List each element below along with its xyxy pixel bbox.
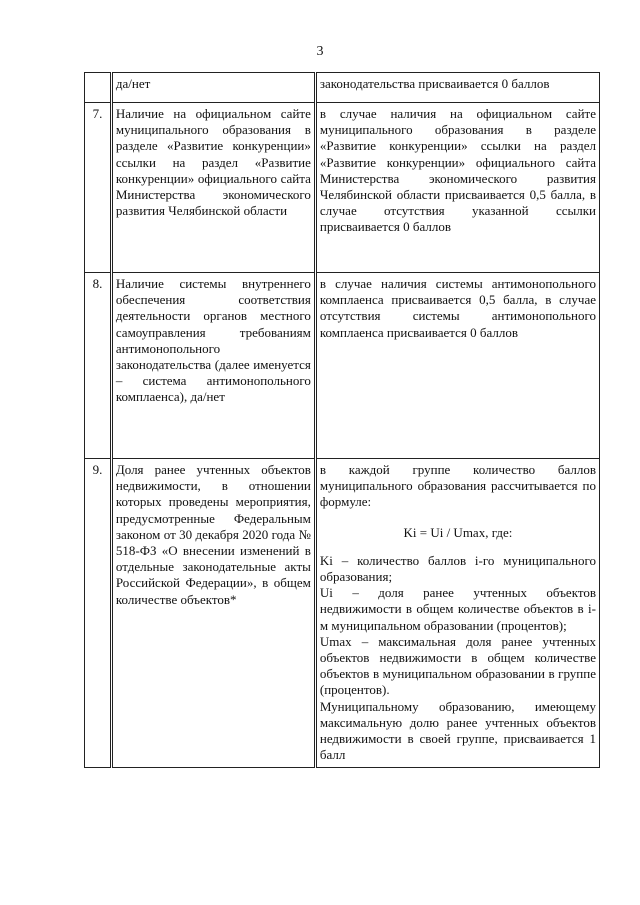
rule-cell xyxy=(315,103,599,273)
table-row xyxy=(85,73,600,103)
criterion-cell: Наличие на официальном сайте муниципального образования в разделе «Развитие конкуренции» ссылки на раздел «Развитие конкуренции» официального сайта Министерства экономического развития Челябинской области xyxy=(111,103,315,273)
table-row xyxy=(85,103,600,273)
definition-ki: Ki – количество баллов i-го муниципального образования; xyxy=(319,552,596,585)
rule-text: законодательства присваивается 0 баллов xyxy=(319,76,550,91)
row-number: 8. xyxy=(85,273,112,459)
page-number: 3 xyxy=(316,44,324,59)
row-number: 7. xyxy=(85,103,112,273)
criterion-cell: да/нет xyxy=(111,73,315,103)
table-row xyxy=(85,273,600,459)
rule-text: в случае наличия на официальном сайте муниципального образования в разделе «Развитие конкуренции» ссылки на раздел «Развитие конкуренции» официального сайта Министерства экономического развития Челябинской области присваивается 0,5 балла, в случае отсутствия указанной ссылки присваивается 0 баллов xyxy=(319,106,596,235)
formula: Ki = Ui / Umax, где: xyxy=(403,524,513,540)
rule-intro: в каждой группе количество баллов муниципального образования рассчитывается по формуле: xyxy=(319,462,596,510)
definition-umax: Umax – максимальная доля ранее учтенных объектов недвижимости в общем количестве объектов в муниципальном образовании в группе (процентов). xyxy=(319,633,596,698)
row-number: 9. xyxy=(85,459,112,768)
criteria-table xyxy=(84,72,600,768)
criterion-cell: Наличие системы внутреннего обеспечения соответствия деятельности органов местного самоуправления требованиям антимонопольного законодательства (далее именуется – система антимонопольного комплаенса), да/нет xyxy=(111,273,315,459)
rule-cell xyxy=(315,73,599,103)
max-share-rule: Муниципальному образованию, имеющему максимальную долю ранее учтенных объектов недвижимости в своей группе, присваивается 1 балл xyxy=(319,698,596,763)
row-number xyxy=(85,73,112,103)
rule-text: в случае наличия системы антимонопольного комплаенса присваивается 0,5 балла, в случае отсутствия системы антимонопольного комплаенса присваивается 0 баллов xyxy=(319,276,596,340)
rule-cell xyxy=(315,459,599,768)
table-row xyxy=(85,459,600,768)
criterion-cell: Доля ранее учтенных объектов недвижимости, в отношении которых проведены мероприятия, предусмотренные Федеральным законом от 30 декабря 2020 года № 518-ФЗ «О внесении изменений в отдельные законодательные акты Российской Федерации», в общем количестве объектов* xyxy=(111,459,315,768)
rule-cell xyxy=(315,273,599,459)
definition-ui: Ui – доля ранее учтенных объектов недвижимости в общем количестве объектов в i-м муниципальном образовании (процентов); xyxy=(319,585,596,633)
